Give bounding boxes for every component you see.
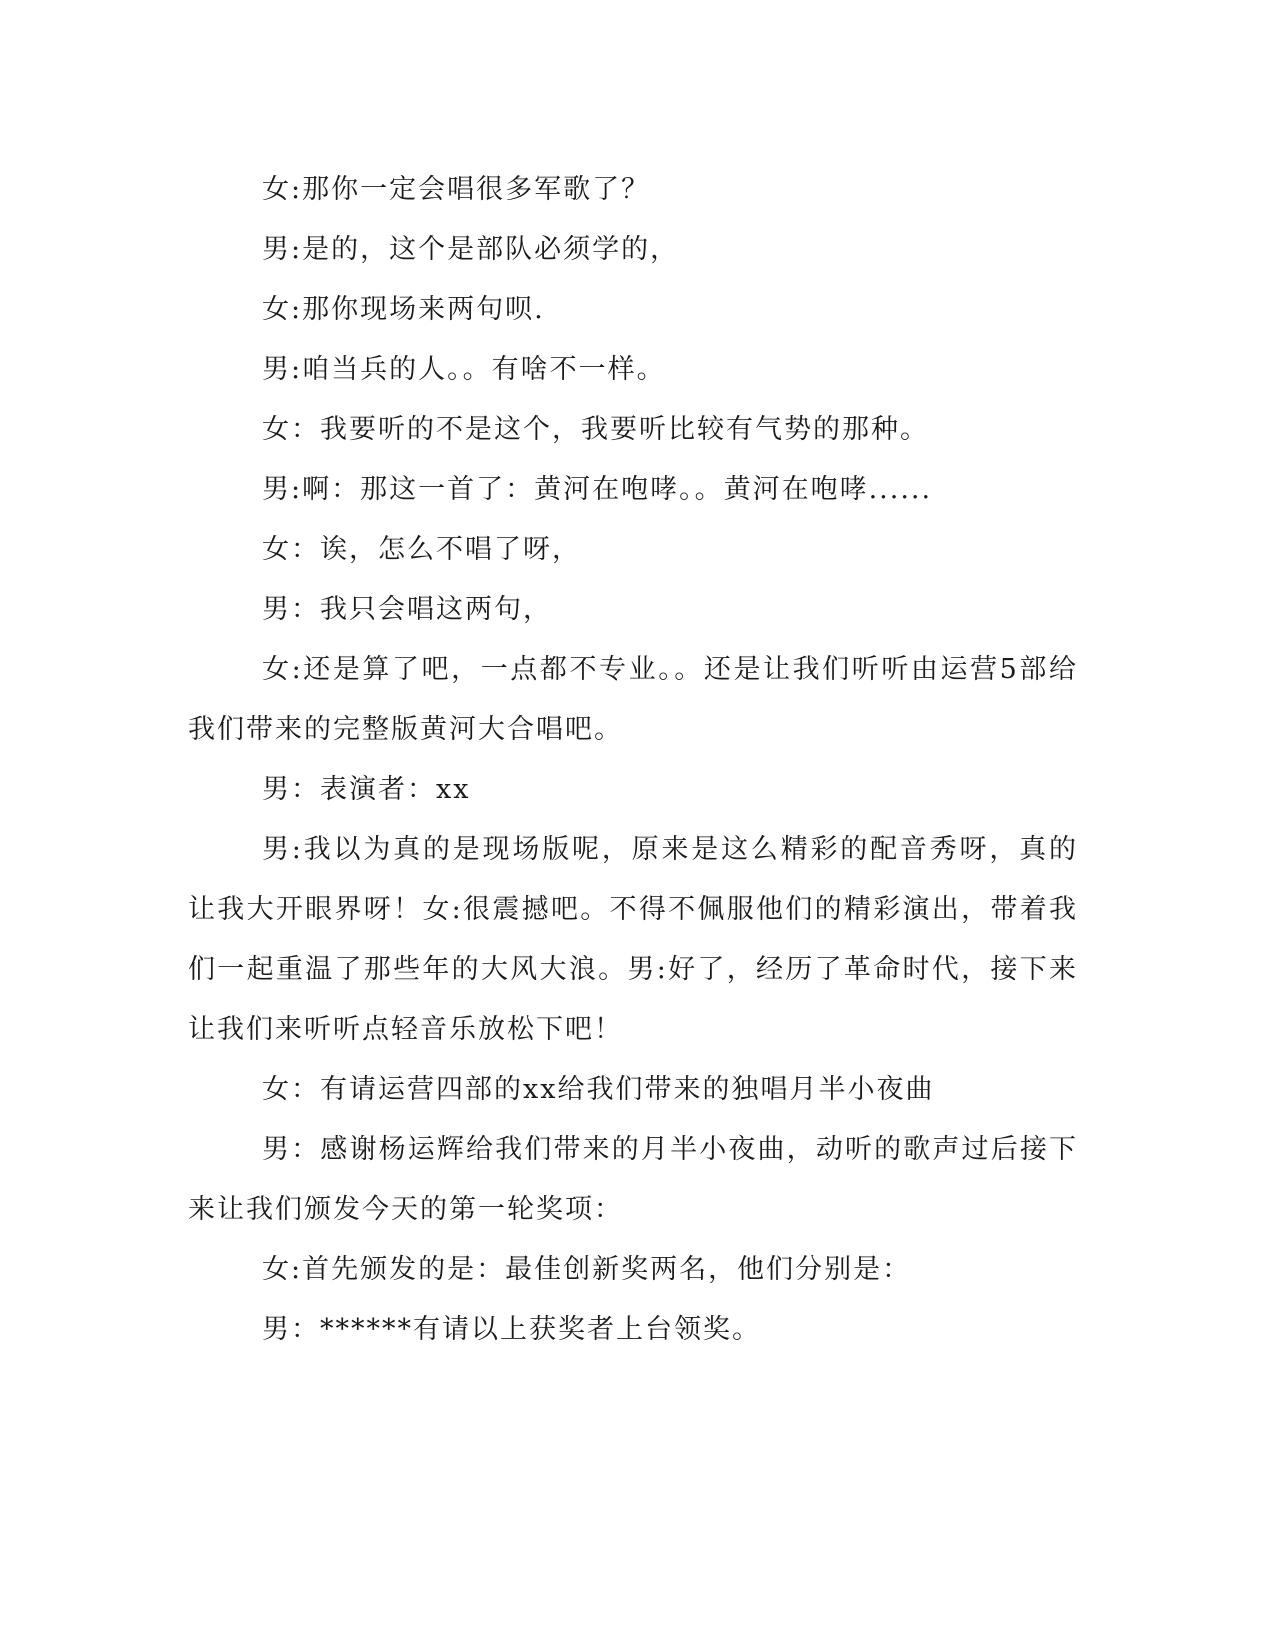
paragraph: 男:是的，这个是部队必须学的，	[262, 234, 680, 265]
paragraph: 男：感谢杨运辉给我们带来的月半小夜曲，动听的歌声过后接下来让我们颁发今天的第一轮奖项：	[188, 1134, 1078, 1225]
document-body	[188, 160, 1078, 1360]
paragraph: 男:我以为真的是现场版呢，原来是这么精彩的配音秀呀，真的让我大开眼界呀！女:很震撼吧。不得不佩服他们的精彩演出，带着我们一起重温了那些年的大风大浪。男:好了，经历了革命时代，接下来让我们来听听点轻音乐放松下吧！	[188, 834, 1078, 1045]
paragraph: 女：有请运营四部的xx给我们带来的独唱月半小夜曲	[262, 1074, 935, 1105]
paragraph: 女:首先颁发的是：最佳创新奖两名，他们分别是：	[262, 1254, 912, 1285]
paragraph: 男：表演者：xx	[262, 774, 471, 805]
paragraph: 女:那你现场来两句呗.	[262, 294, 545, 325]
paragraph: 男:啊：那这一首了：黄河在咆哮。。黄河在咆哮......	[262, 474, 933, 505]
paragraph: 女:那你一定会唱很多军歌了？	[262, 174, 651, 205]
paragraph: 女：我要听的不是这个，我要听比较有气势的那种。	[262, 414, 929, 445]
paragraph: 男：我只会唱这两句，	[262, 594, 552, 625]
paragraph: 女:还是算了吧，一点都不专业。。还是让我们听听由运营5部给我们带来的完整版黄河大合唱吧。	[188, 654, 1078, 745]
paragraph: 女：诶，怎么不唱了呀，	[262, 534, 581, 565]
paragraph: 男:咱当兵的人。。有啥不一样。	[262, 354, 666, 385]
paragraph: 男：******有请以上获奖者上台领奖。	[262, 1314, 761, 1345]
